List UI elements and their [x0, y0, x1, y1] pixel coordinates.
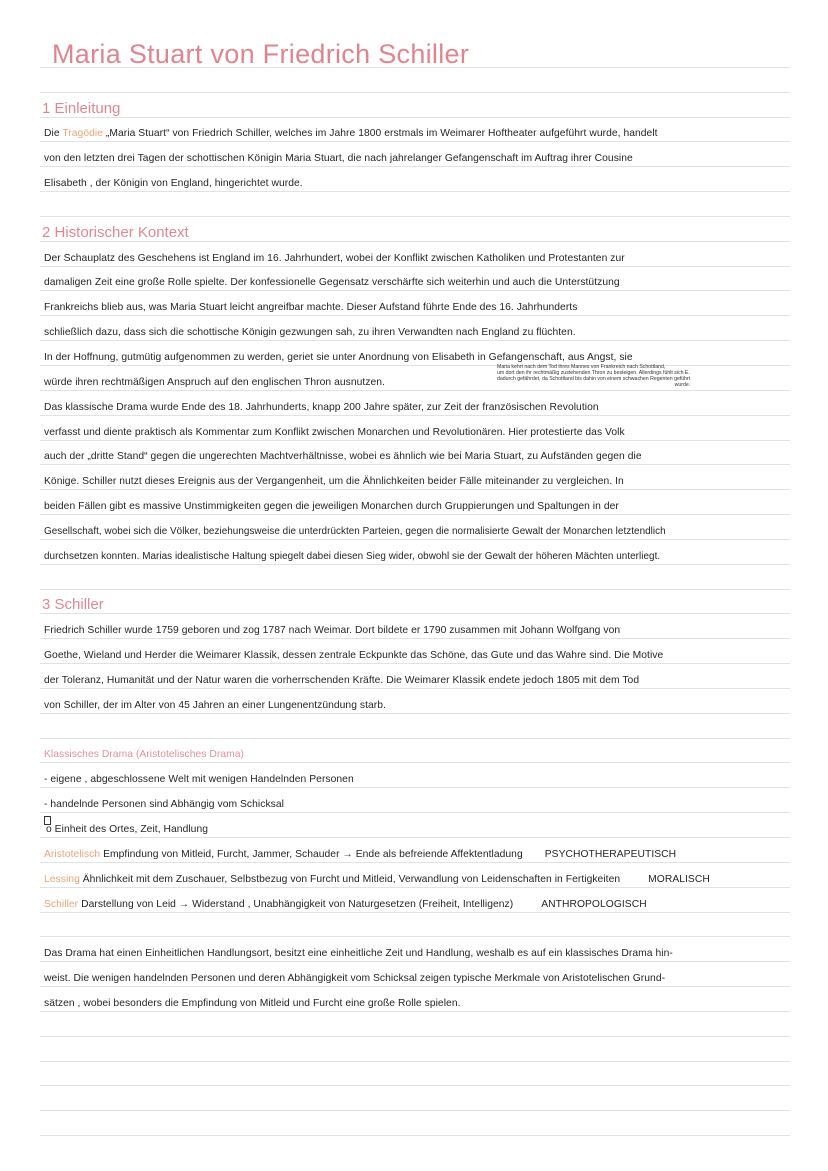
paragraph-line: damaligen Zeit eine große Rolle spielte. Der konfessionelle Gegensatz verschärfte sich weiterhin und auch die Unterstützung — [44, 277, 620, 289]
checkbox-icon — [44, 816, 51, 825]
highlight-tragoedie: Tragödie — [62, 128, 103, 140]
bullet-item — [44, 824, 208, 835]
paragraph-line: In der Hoffnung, gutmütig aufgenommen zu werden, geriet sie unter Anordnung von Elisabeth in Gefangenschaft, aus Angst, sie — [44, 351, 633, 363]
view-label: Schiller — [44, 898, 79, 910]
view-tag: MORALISCH — [648, 873, 710, 885]
paragraph-line: beiden Fällen gibt es massive Unstimmigkeiten gegen die jeweiligen Monarchen durch Gruppierungen und Spaltungen in der — [44, 501, 619, 513]
section-heading-schiller: 3 Schiller — [42, 596, 104, 614]
paragraph-line: sätzen , wobei besonders die Empfindung von Mitleid und Furcht eine große Rolle spielen. — [44, 997, 461, 1009]
section-heading-historischer-kontext: 2 Historischer Kontext — [42, 223, 189, 241]
paragraph-line: schließlich dazu, dass sich die schottische Königin gezwungen sah, zu ihren Verwandten nach England zu flüchten. — [44, 327, 576, 339]
section-heading-einleitung: 1 Einleitung — [42, 99, 121, 117]
view-label: Lessing — [44, 873, 80, 885]
paragraph-line: der Toleranz, Humanität und der Natur waren die vorherrschenden Kräfte. Die Weimarer Klassik endete jedoch 1805 mit dem Tod — [44, 674, 640, 686]
paragraph-line: Der Schauplatz des Geschehens ist England im 16. Jahrhundert, wobei der Konflikt zwischen Katholiken und Protestanten zur — [44, 252, 625, 264]
ruled-lines — [40, 38, 790, 1136]
side-note-line: um dort den ihr rechtmäßig zustehenden Thron zu besteigen. Allerdings fühlt sich E. — [497, 369, 690, 376]
text: „Maria Stuart“ von Friedrich Schiller, welches im Jahre 1800 erstmals im Weimarer Hoftheater aufgeführt wurde, handelt — [103, 128, 658, 140]
paragraph-line — [44, 128, 658, 139]
paragraph-line: von den letzten drei Tagen der schottischen Königin Maria Stuart, die nach jahrelanger Gefangenschaft im Auftrag ihrer Cousine — [44, 153, 633, 165]
view-text: Empfindung von Mitleid, Furcht, Jammer, Schauder → Ende als befreiende Affektentladung — [100, 848, 523, 860]
paragraph-line: auch der „dritte Stand“ gegen die ungerechten Machtverhältnisse, wobei es ähnlich wie bei Maria Stuart, zu Aufständen gegen die — [44, 451, 642, 463]
text: o Einheit des Ortes, Zeit, Handlung — [46, 824, 209, 835]
paragraph-line: Könige. Schiller nutzt dieses Ereignis aus der Vergangenheit, um die Ähnlichkeiten beider Fälle miteinander zu vergleichen. In — [44, 476, 624, 488]
page-title: Maria Stuart von Friedrich Schiller — [52, 38, 470, 69]
view-text: Ähnlichkeit mit dem Zuschauer, Selbstbezug von Furcht und Mitleid, Verwandlung von Leidenschaften in Fertigkeiten — [79, 873, 621, 885]
view-item — [44, 849, 676, 860]
paragraph-line: von Schiller, der im Alter von 45 Jahren an einer Lungenentzündung starb. — [44, 699, 386, 711]
paragraph-line: verfasst und diente praktisch als Kommentar zum Konflikt zwischen Monarchen und Revolutionären. Hier protestierte das Volk — [44, 426, 625, 438]
paragraph-line: würde ihren rechtmäßigen Anspruch auf den englischen Thron ausnutzen. — [44, 376, 385, 388]
bullet-item: - handelnde Personen sind Abhängig vom Schicksal — [44, 799, 284, 811]
side-note-line: Maria kehrt nach dem Tod ihres Mannes von Frankreich nach Schottland, — [497, 363, 666, 370]
paragraph-line: weist. Die wenigen handelnden Personen und deren Abhängigkeit vom Schicksal zeigen typische Merkmale von Aristotelischen Grund- — [44, 973, 666, 985]
paragraph-line: Frankreichs blieb aus, was Maria Stuart leicht angreifbar machte. Dieser Aufstand führte Ende des 16. Jahrhunderts — [44, 302, 578, 314]
paragraph-line: Das Drama hat einen Einheitlichen Handlungsort, besitzt eine einheitliche Zeit und Handlung, weshalb es auf ein klassisches Drama hin- — [44, 948, 673, 960]
paragraph-line: Friedrich Schiller wurde 1759 geboren und zog 1787 nach Weimar. Dort bildete er 1790 zusammen mit Johann Wolfgang von — [44, 625, 621, 637]
paragraph-line: durchsetzen konnten. Marias idealistische Haltung spiegelt dabei diesen Sieg wider, obwohl sie der Gewalt der höheren Mächten unterliegt. — [44, 550, 661, 562]
view-item — [44, 874, 710, 885]
view-label: Aristotelisch — [44, 848, 101, 860]
paragraph-line: Goethe, Wieland und Herder die Weimarer Klassik, dessen zentrale Eckpunkte das Schöne, das Gute und das Wahre sind. Die Motive — [44, 650, 664, 662]
text: Die — [44, 128, 63, 140]
paragraph-line: Gesellschaft, wobei sich die Völker, beziehungsweise die unterdrückten Parteien, gegen die normalisierte Gewalt der Monarchen letztendlich — [44, 525, 666, 537]
subheading-klassisches-drama: Klassisches Drama (Aristotelisches Drama) — [44, 749, 245, 761]
paragraph-line: Das klassische Drama wurde Ende des 18. Jahrhunderts, knapp 200 Jahre später, zur Zeit der französischen Revolution — [44, 401, 599, 413]
paragraph-line: Elisabeth , der Königin von England, hingerichtet wurde. — [44, 178, 303, 190]
bullet-item: - eigene , abgeschlossene Welt mit wenigen Handelnden Personen — [44, 774, 354, 786]
side-note-line: dadurch gefährdet, da Schottland bis dahin von einem schwachen Regenten geführt — [497, 375, 691, 382]
view-tag: ANTHROPOLOGISCH — [541, 898, 647, 910]
side-note — [497, 364, 690, 388]
view-tag: PSYCHOTHERAPEUTISCH — [544, 848, 677, 860]
view-item — [44, 899, 647, 910]
view-text: Darstellung von Leid → Widerstand , Unabhängigkeit von Naturgesetzen (Freiheit, Intelligenz) — [78, 898, 514, 910]
side-note-line: wurde. — [674, 381, 691, 388]
